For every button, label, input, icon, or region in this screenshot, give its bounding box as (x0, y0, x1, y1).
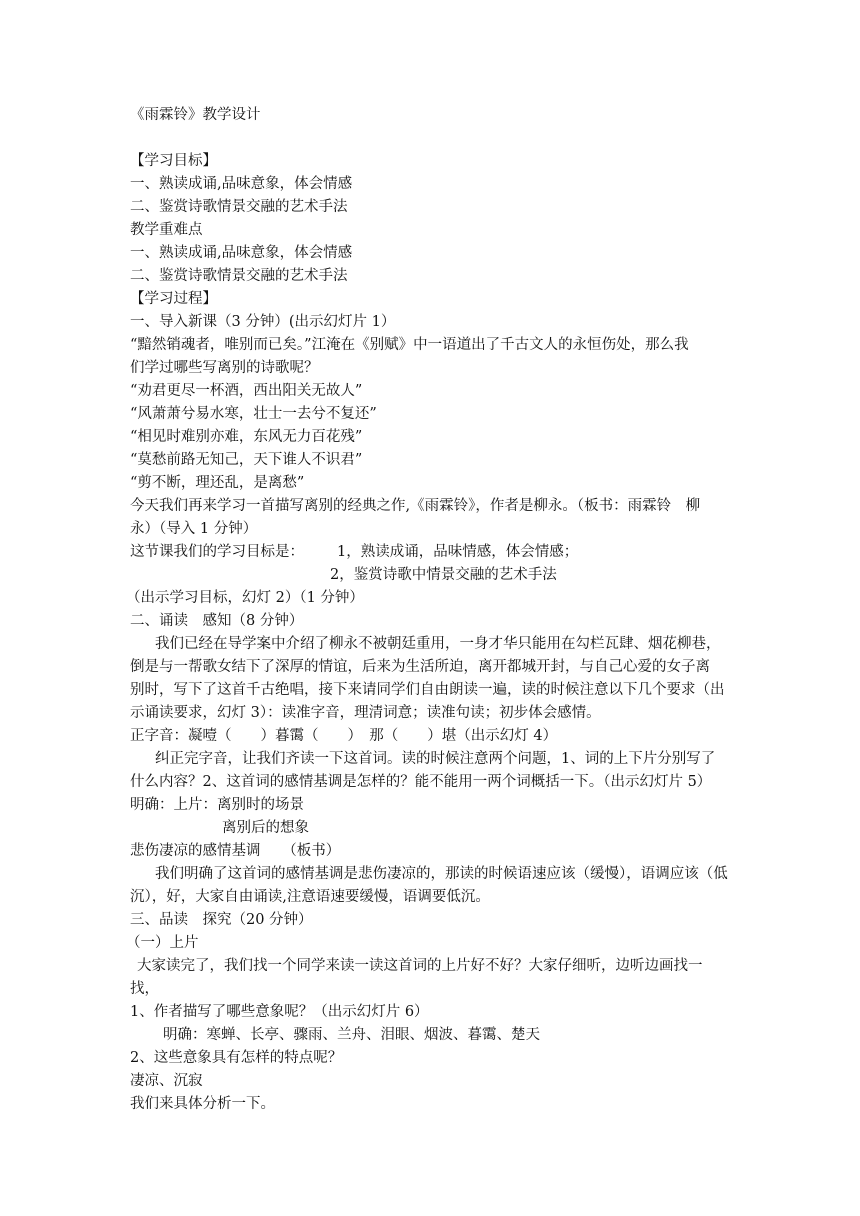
text-line: 什么内容？2、这首词的感情基调是怎样的？能不能用一两个词概括一下。（出示幻灯片 5） (130, 774, 712, 790)
section-heading-reading: 二、诵读 感知（8 分钟） (130, 613, 304, 629)
text-line: 倒是与一帮歌女结下了深厚的情谊，后来为生活所迫，离开都城开封，与自己心爱的女子离 (130, 659, 710, 675)
text-line: 示诵读要求，幻灯 3）：读准字音，理清词意；读准句读；初步体会感情。 (130, 705, 601, 721)
objective-item: 1，熟读成诵，品味情感，体会情感； (337, 544, 579, 560)
text-line: 这节课我们的学习目标是： (130, 544, 304, 560)
text-line: 一、熟读成诵,品味意象，体会情感 (130, 245, 353, 261)
text-line: 纠正完字音，让我们齐读一下这首词。读的时候注意两个问题，1、词的上下片分别写了 (155, 751, 716, 767)
text-line: （出示学习目标，幻灯 2）（1 分钟） (126, 590, 364, 606)
section-heading-key-points: 教学重难点 (130, 222, 203, 238)
question-line: 1、作者描写了哪些意象呢？（出示幻灯片 6） (130, 1004, 429, 1020)
text-line: 明确：上片：离别时的场景 (130, 797, 304, 813)
text-line: 离别后的想象 (222, 820, 309, 836)
section-heading-process: 【学习过程】 (130, 291, 217, 307)
text-line: 今天我们再来学习一首描写离别的经典之作,《雨霖铃》，作者是柳永。（板书：雨霖铃 柳 (130, 498, 701, 514)
text-line: 正字音：凝噎（ ）暮霭（ ） 那（ ）堪（出示幻灯 4） (130, 728, 558, 744)
text-line: 沉），好，大家自由诵读,注意语速要缓慢，语调要低沉。 (130, 889, 490, 905)
answer-line: 凄凉、沉寂 (130, 1073, 203, 1089)
poem-quote: “莫愁前路无知己，天下谁人不识君” (130, 452, 363, 468)
subsection-heading: （一）上片 (126, 935, 199, 951)
text-line: 们学过哪些写离别的诗歌呢？ (130, 360, 319, 376)
poem-quote: “劝君更尽一杯酒，西出阳关无故人” (130, 383, 363, 399)
text-line: 别时，写下了这首千古绝唱，接下来请同学们自由朗读一遍，读的时候注意以下几个要求（出 (130, 682, 725, 698)
text-line: 我们来具体分析一下。 (130, 1096, 275, 1112)
text-line: 二、鉴赏诗歌情景交融的艺术手法 (130, 199, 348, 215)
text-line: 找， (130, 981, 159, 997)
question-line: 2、这些意象具有怎样的特点呢？ (130, 1050, 343, 1066)
poem-quote: “相见时难别亦难，东风无力百花残” (130, 429, 363, 445)
text-line: 永）（导入 1 分钟） (130, 521, 258, 537)
answer-line: 明确：寒蝉、长亭、骤雨、兰舟、泪眼、烟波、暮霭、楚天 (163, 1027, 540, 1043)
text-line: 大家读完了，我们找一个同学来读一读这首词的上片好不好？大家仔细听，边听边画找一 (137, 958, 703, 974)
text-line: 悲伤凄凉的感情基调 （板书） (130, 843, 341, 859)
poem-quote: “风萧萧兮易水寒，壮士一去兮不复还” (130, 406, 377, 422)
text-line: 一、导入新课（3 分钟）(出示幻灯片 1） (130, 314, 396, 330)
text-line: 我们已经在导学案中介绍了柳永不被朝廷重用，一身才华只能用在勾栏瓦肆、烟花柳巷， (155, 636, 721, 652)
section-heading-analysis: 三、品读 探究（20 分钟） (130, 912, 313, 928)
poem-quote: “剪不断，理还乱，是离愁” (130, 475, 305, 491)
section-heading-objectives: 【学习目标】 (130, 153, 217, 169)
text-line: 我们明确了这首词的感情基调是悲伤凄凉的，那读的时候语速应该（缓慢），语调应该（低 (155, 866, 728, 882)
text-line: 二、鉴赏诗歌情景交融的艺术手法 (130, 268, 348, 284)
text-line: “黯然销魂者，唯别而已矣。”江淹在《别赋》中一语道出了千古文人的永恒伤处，那么我 (130, 337, 689, 353)
document-title: 《雨霖铃》教学设计 (130, 107, 261, 123)
objective-item: 2，鉴赏诗歌中情景交融的艺术手法 (330, 567, 557, 583)
text-line: 一、熟读成诵,品味意象，体会情感 (130, 176, 353, 192)
